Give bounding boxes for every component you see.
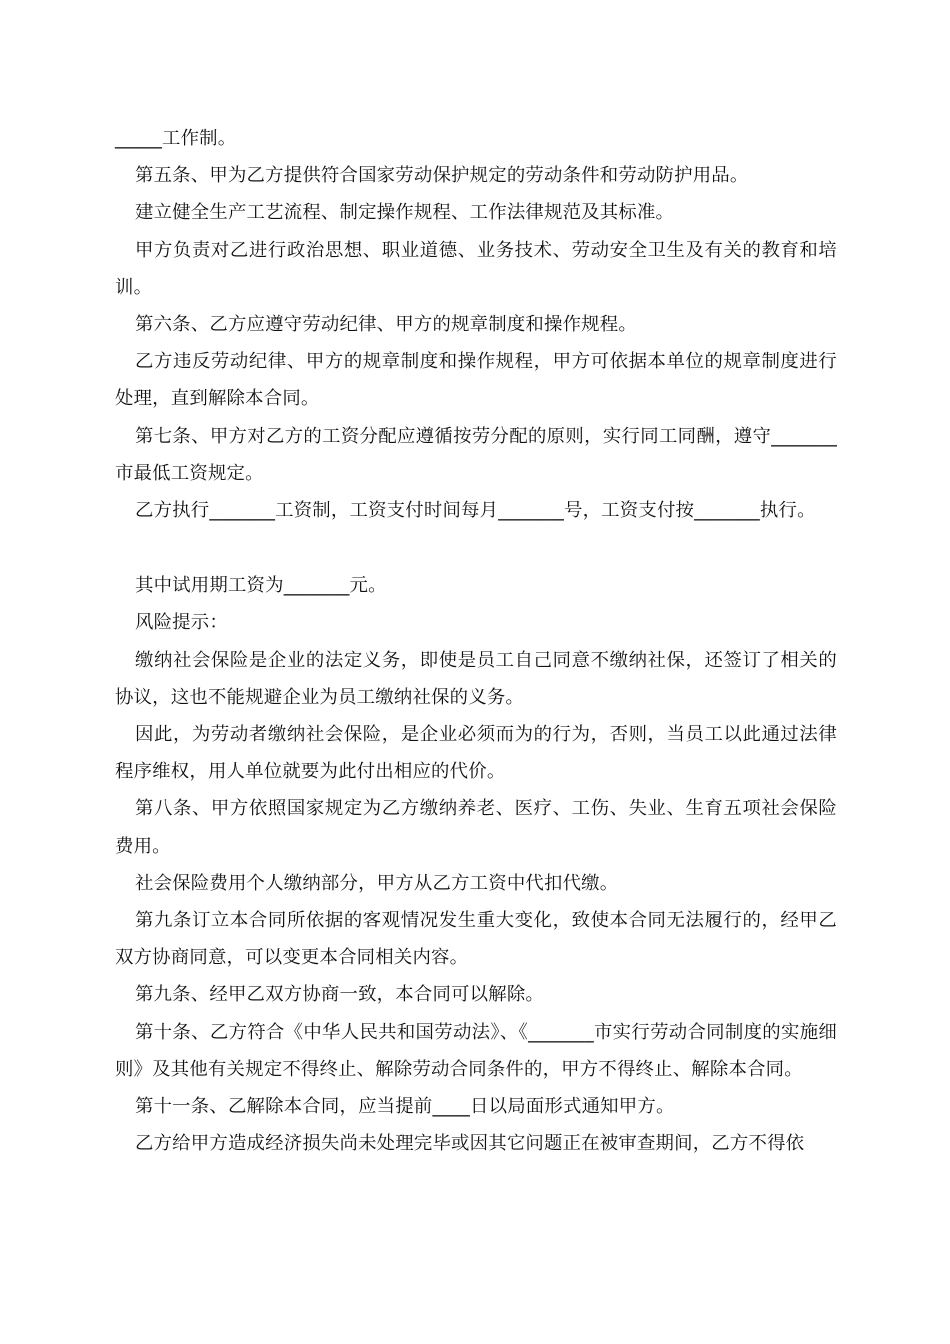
paragraph-article-7: 第七条、甲方对乙方的工资分配应遵循按劳分配的原则，实行同工同酬，遵守_______市最低工资规定。 <box>115 425 837 484</box>
document-body <box>115 120 837 1162</box>
paragraph-social-insurance-duty: 缴纳社会保险是企业的法定义务，即使是员工自己同意不缴纳社保，还签订了相关的协议，这也不能规避企业为员工缴纳社保的义务。 <box>115 649 837 708</box>
paragraph-training: 甲方负责对乙进行政治思想、职业道德、业务技术、劳动安全卫生及有关的教育和培训。 <box>115 239 837 298</box>
paragraph-probation-wage: 其中试用期工资为_______元。 <box>135 575 387 597</box>
paragraph-work-system: _____工作制。 <box>115 128 237 149</box>
paragraph-loss-review: 乙方给甲方造成经济损失尚未处理完毕或因其它问题正在被审查期间，乙方不得依 <box>135 1133 805 1155</box>
paragraph-article-5: 第五条、甲为乙方提供符合国家劳动保护规定的劳动条件和劳动防护用品。 <box>135 165 749 187</box>
paragraph-article-10: 第十条、乙方符合《中华人民共和国劳动法》、《_______市实行劳动合同制度的实施细则》及其他有关规定不得终止、解除劳动合同条件的，甲方不得终止、解除本合同。 <box>115 1021 837 1080</box>
paragraph-article-9-change: 第九条订立本合同所依据的客观情况发生重大变化，致使本合同无法履行的，经甲乙双方协商同意，可以变更本合同相关内容。 <box>115 910 837 969</box>
paragraph-procedures: 建立健全生产工艺流程、制定操作规程、工作法律规范及其标准。 <box>135 202 675 224</box>
paragraph-consequence: 因此，为劳动者缴纳社会保险，是企业必须而为的行为，否则，当员工以此通过法律程序维权，用人单位就要为此付出相应的代价。 <box>115 724 837 783</box>
paragraph-personal-contribution: 社会保险费用个人缴纳部分，甲方从乙方工资中代扣代缴。 <box>135 872 619 894</box>
paragraph-article-11: 第十一条、乙解除本合同，应当提前____日以局面形式通知甲方。 <box>135 1096 675 1118</box>
paragraph-article-9-termination: 第九条、经甲乙双方协商一致，本合同可以解除。 <box>135 984 544 1006</box>
paragraph-wage-system: 乙方执行_______工资制，工资支付时间每月_______号，工资支付按_______执行。 <box>135 500 816 522</box>
paragraph-risk-heading: 风险提示： <box>135 612 228 634</box>
paragraph-article-6: 第六条、乙方应遵守劳动纪律、甲方的规章制度和操作规程。 <box>135 314 637 336</box>
paragraph-violation: 乙方违反劳动纪律、甲方的规章制度和操作规程，甲方可依据本单位的规章制度进行处理，直到解除本合同。 <box>115 351 837 410</box>
paragraph-article-8: 第八条、甲方依照国家规定为乙方缴纳养老、医疗、工伤、失业、生育五项社会保险费用。 <box>115 798 837 857</box>
